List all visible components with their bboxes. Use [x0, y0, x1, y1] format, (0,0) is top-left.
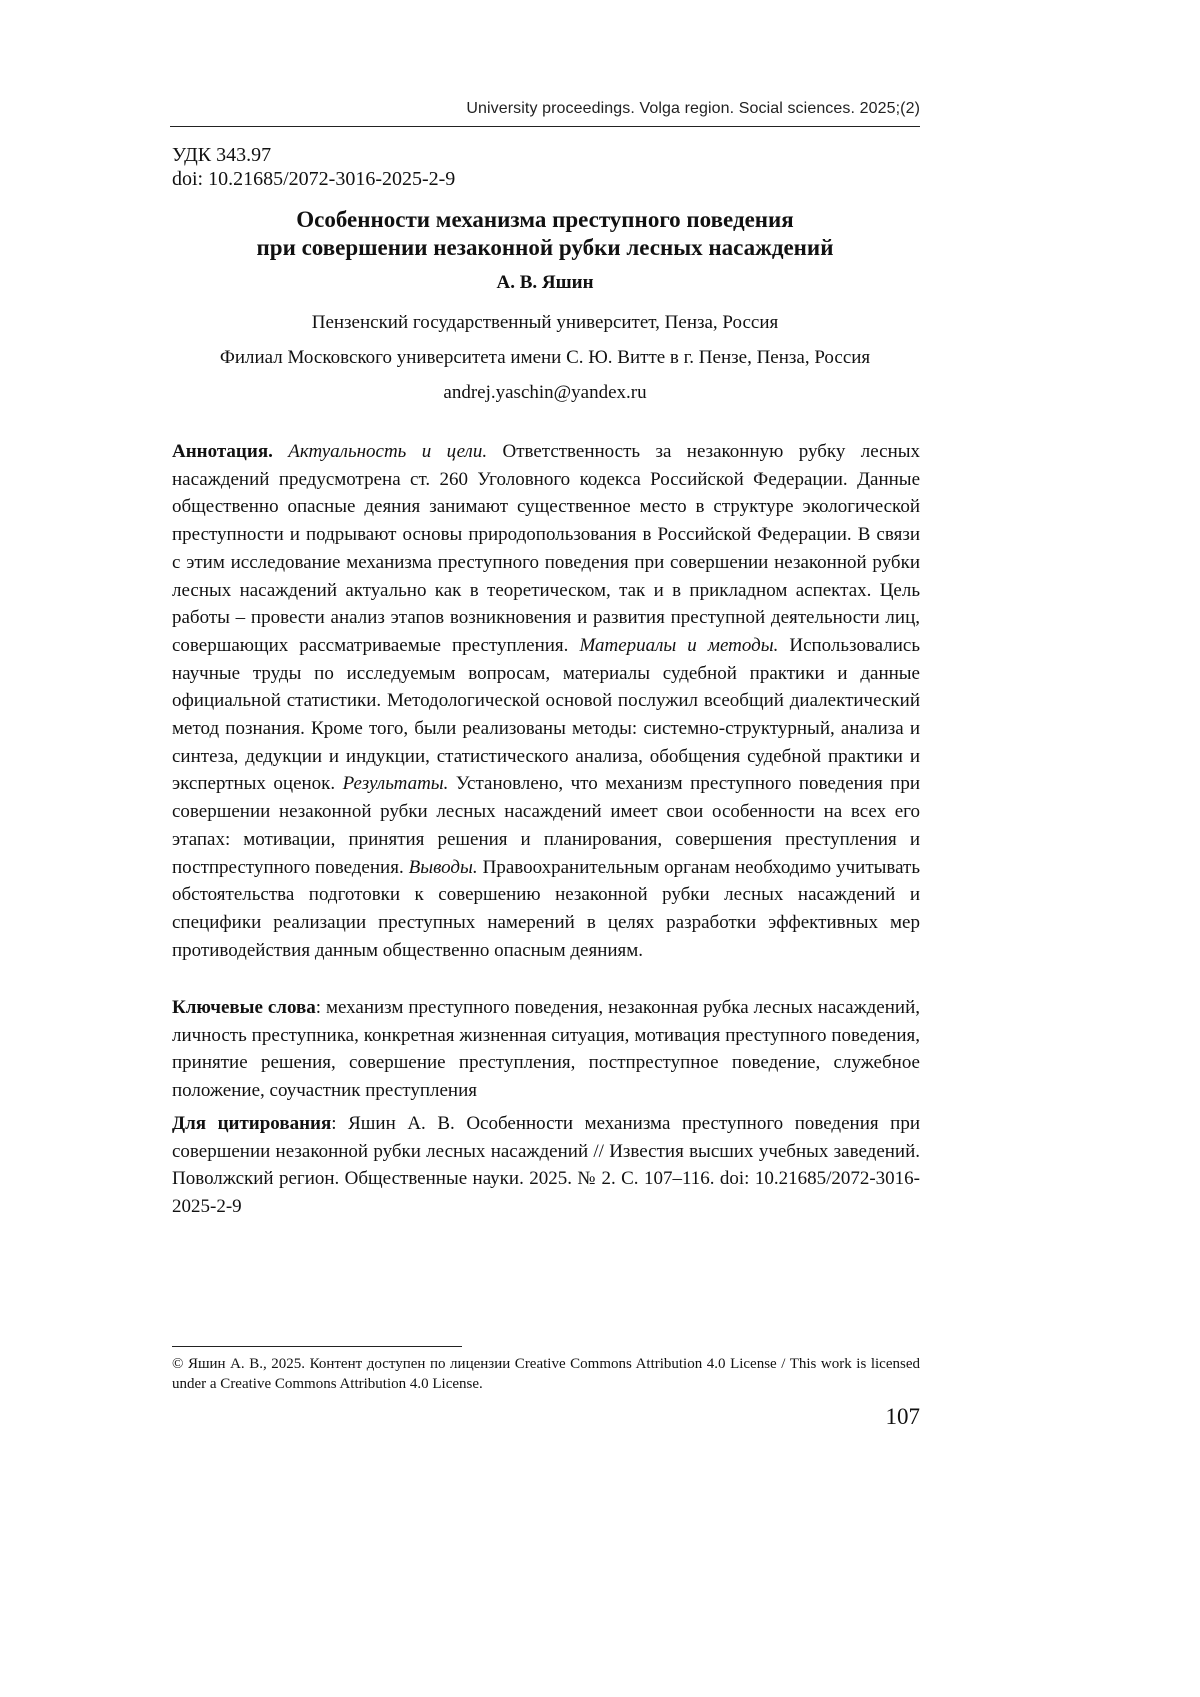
affiliation-1: Пензенский государственный университет, Пенза, Россия: [311, 312, 779, 333]
article-meta: [172, 143, 455, 191]
keywords: [172, 994, 920, 1105]
citation-label: Для цитирования: [172, 1113, 332, 1134]
methods-label: Материалы и методы.: [579, 634, 779, 656]
footnote-rule: [172, 1346, 462, 1347]
title-line-1: Особенности механизма преступного поведения: [296, 207, 794, 232]
relevance-label: Актуальность и цели.: [288, 441, 488, 462]
citation-text: : Яшин А. В. Особенности механизма преступного поведения при совершении незаконной рубки лесных насаждений // Известия высших учебных заведений. Поволжский регион. Общественные науки. 2025. № 2. С. 107–116. doi: 10.21685/2072-3016-2025-2-9: [172, 1113, 920, 1218]
keywords-text: : механизм преступного поведения, незаконная рубка лесных насаждений, личность преступника, конкретная жизненная ситуация, мотивация преступного поведения, принятие решения, совершение преступления, постпреступное поведение, служебное положение, соучастник преступления: [172, 997, 920, 1102]
abstract-label: Аннотация.: [172, 441, 273, 462]
methods-text: Использовались научные труды по исследуемым вопросам, материалы судебной практики и данные официальной статистики. Методологической основой послужил всеобщий диалектический метод познания. Кроме того, были реализованы методы: системно-структурный, анализа и синтеза, дедукции и индукции, статистического анализа, обобщения судебной практики и экспертных оценок.: [172, 634, 921, 795]
author-email[interactable]: andrej.yaschin@yandex.ru: [443, 382, 647, 403]
conclusions-label: Выводы.: [408, 856, 478, 878]
results-text: Установлено, что механизм преступного поведения при совершении незаконной рубки лесных насаждений имеет свои особенности на всех его этапах: мотивации, принятия решения и планирования, совершения преступления и постпреступного поведения.: [172, 773, 921, 878]
udk-code: УДК 343.97: [172, 144, 272, 166]
conclusions-text: Правоохранительным органам необходимо учитывать обстоятельства подготовки к совершению незаконной рубки лесных насаждений и специфики реализации преступных намерений в целях разработки эффективных мер противодействия данным общественно опасным деяниям.: [172, 856, 921, 961]
abstract: [172, 438, 920, 964]
title-line-2: при совершении незаконной рубки лесных насаждений: [256, 235, 834, 260]
author-name: А. В. Яшин: [496, 272, 594, 293]
results-label: Результаты.: [342, 773, 449, 795]
running-header: University proceedings. Volga region. Social sciences. 2025;(2): [466, 100, 920, 117]
doi-line[interactable]: doi: 10.21685/2072-3016-2025-2-9: [172, 168, 456, 190]
header-rule: [170, 126, 920, 127]
relevance-text: Ответственность за незаконную рубку лесных насаждений предусмотрена ст. 260 Уголовного кодекса Российской Федерации. Данные общественно опасные деяния занимают существенное место в структуре экологической преступности и подрывают основы природопользования в Российской Федерации. В связи с этим исследование механизма преступного поведения при совершении незаконной рубки лесных насаждений актуально как в теоретическом, так и в прикладном аспектах. Цель работы – провести анализ этапов возникновения и развития преступной деятельности лиц, совершающих рассматриваемые преступления.: [172, 441, 920, 656]
affiliation-2: Филиал Московского университета имени С. Ю. Витте в г. Пензе, Пенза, Россия: [219, 347, 871, 368]
article-title: [170, 206, 920, 262]
license-footnote: © Яшин А. В., 2025. Контент доступен по лицензии Creative Commons Attribution 4.0 License / This work is licensed under a Creative Commons Attribution 4.0 License.: [172, 1356, 920, 1392]
citation: [172, 1110, 920, 1221]
page-number: 107: [885, 1404, 920, 1429]
keywords-label: Ключевые слова: [172, 997, 316, 1018]
